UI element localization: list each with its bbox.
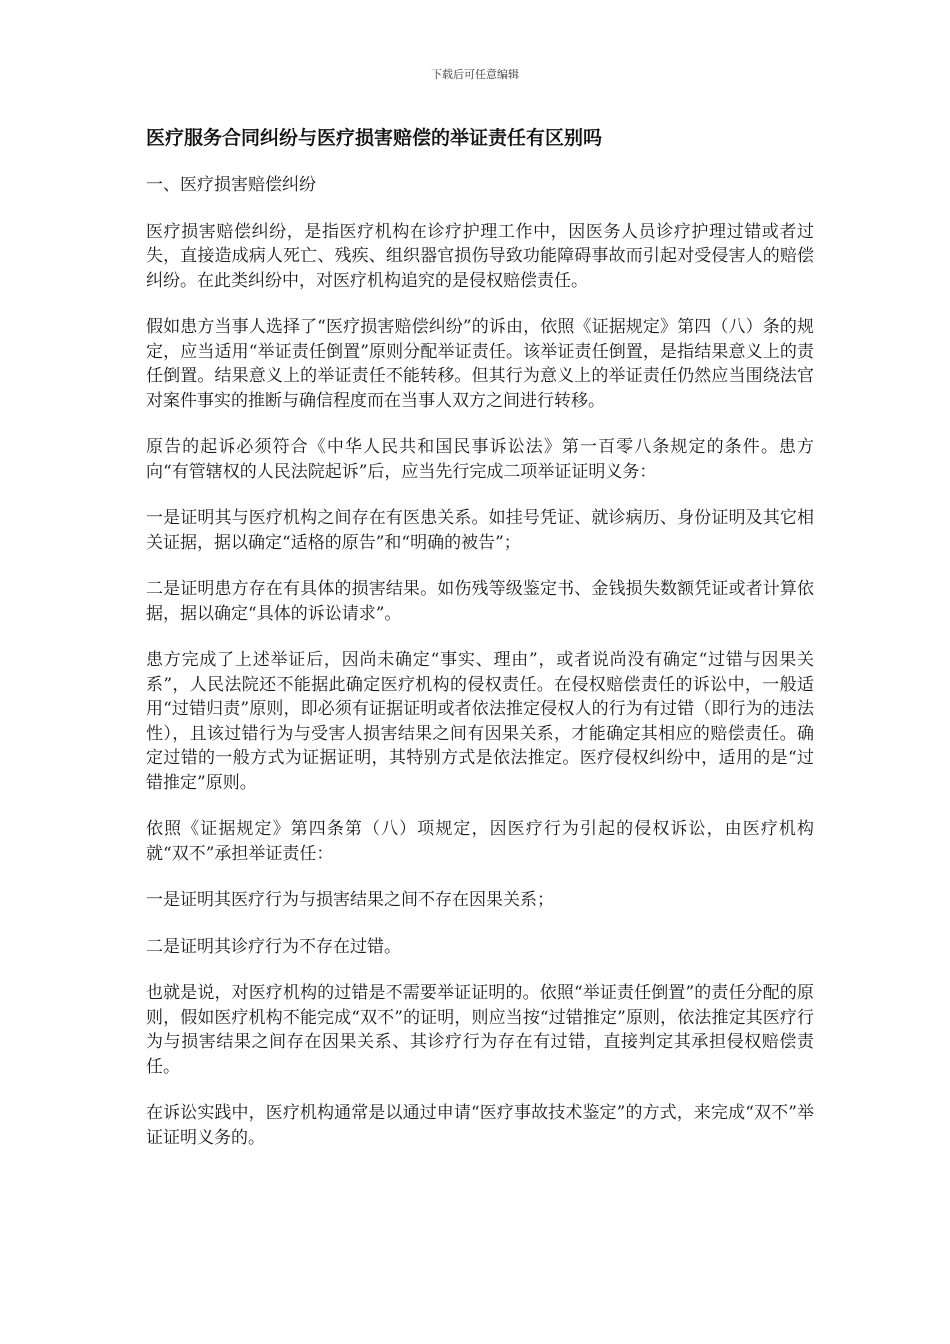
paragraph-no-causation: 一是证明其医疗行为与损害结果之间不存在因果关系； (146, 890, 554, 910)
paragraph-burden-inversion: 假如患方当事人选择了“医疗损害赔偿纠纷”的诉由，依照《证据规定》第四（八）条的规定，应当适用“举证责任倒置”原则分配举证责任。该举证责任倒置，是指结果意义上的责任倒置。结果意义上的举证责任不能转移。但其行为意义上的举证责任仍然应当围绕法官对案件事实的推断与确信程度而在当事人双方之间进行转移。 (146, 317, 814, 411)
paragraph-definition: 医疗损害赔偿纠纷，是指医疗机构在诊疗护理工作中，因医务人员诊疗护理过错或者过失，直接造成病人死亡、残疾、组织器官损伤导致功能障碍事故而引起对受侵害人的赔偿纠纷。在此类纠纷中，对医疗机构追究的是侵权赔偿责任。 (146, 221, 814, 291)
paragraph-no-fault: 二是证明其诊疗行为不存在过错。 (146, 936, 401, 957)
paragraph-fault-principle: 患方完成了上述举证后，因尚未确定“事实、理由”，或者说尚没有确定“过错与因果关系”，人民法院还不能据此确定医疗机构的侵权责任。在侵权赔偿责任的诉讼中，一般适用“过错归责”原则，即必须有证据证明或者依法推定侵权人的行为有过错（即行为的违法性），且该过错行为与受害人损害结果之间有因果关系，才能确定其相应的赔偿责任。确定过错的一般方式为证据证明，其特别方式是依法推定。医疗侵权纠纷中，适用的是“过错推定”原则。 (146, 650, 814, 793)
paragraph-presumed-fault: 也就是说，对医疗机构的过错是不需要举证证明的。依照“举证责任倒置”的责任分配的原则，假如医疗机构不能完成“双不”的证明，则应当按“过错推定”原则，依法推定其医疗行为与损害结果之间存在因果关系、其诊疗行为存在有过错，直接判定其承担侵权赔偿责任。 (146, 983, 814, 1077)
page-header-note: 下载后可任意编辑 (431, 68, 519, 81)
paragraph-evidence-rule: 依照《证据规定》第四条第（八）项规定，因医疗行为引起的侵权诉讼，由医疗机构就“双不”承担举证责任： (146, 819, 814, 864)
paragraph-plaintiff-conditions: 原告的起诉必须符合《中华人民共和国民事诉讼法》第一百零八条规定的条件。患方向“有管辖权的人民法院起诉”后，应当先行完成二项举证证明义务： (146, 437, 814, 482)
document-body (146, 125, 814, 1172)
paragraph-proof-relationship: 一是证明其与医疗机构之间存在有医患关系。如挂号凭证、就诊病历、身份证明及其它相关证据，据以确定“适格的原告”和“明确的被告”； (146, 508, 814, 553)
section-heading: 一、医疗损害赔偿纠纷 (146, 175, 316, 195)
document-title: 医疗服务合同纠纷与医疗损害赔偿的举证责任有区别吗 (146, 127, 603, 149)
paragraph-proof-damage: 二是证明患方存在有具体的损害结果。如伤残等级鉴定书、金钱损失数额凭证或者计算依据，据以确定“具体的诉讼请求”。 (146, 579, 814, 624)
paragraph-litigation-practice: 在诉讼实践中，医疗机构通常是以通过申请“医疗事故技术鉴定”的方式，来完成“双不”举证证明义务的。 (146, 1103, 814, 1148)
